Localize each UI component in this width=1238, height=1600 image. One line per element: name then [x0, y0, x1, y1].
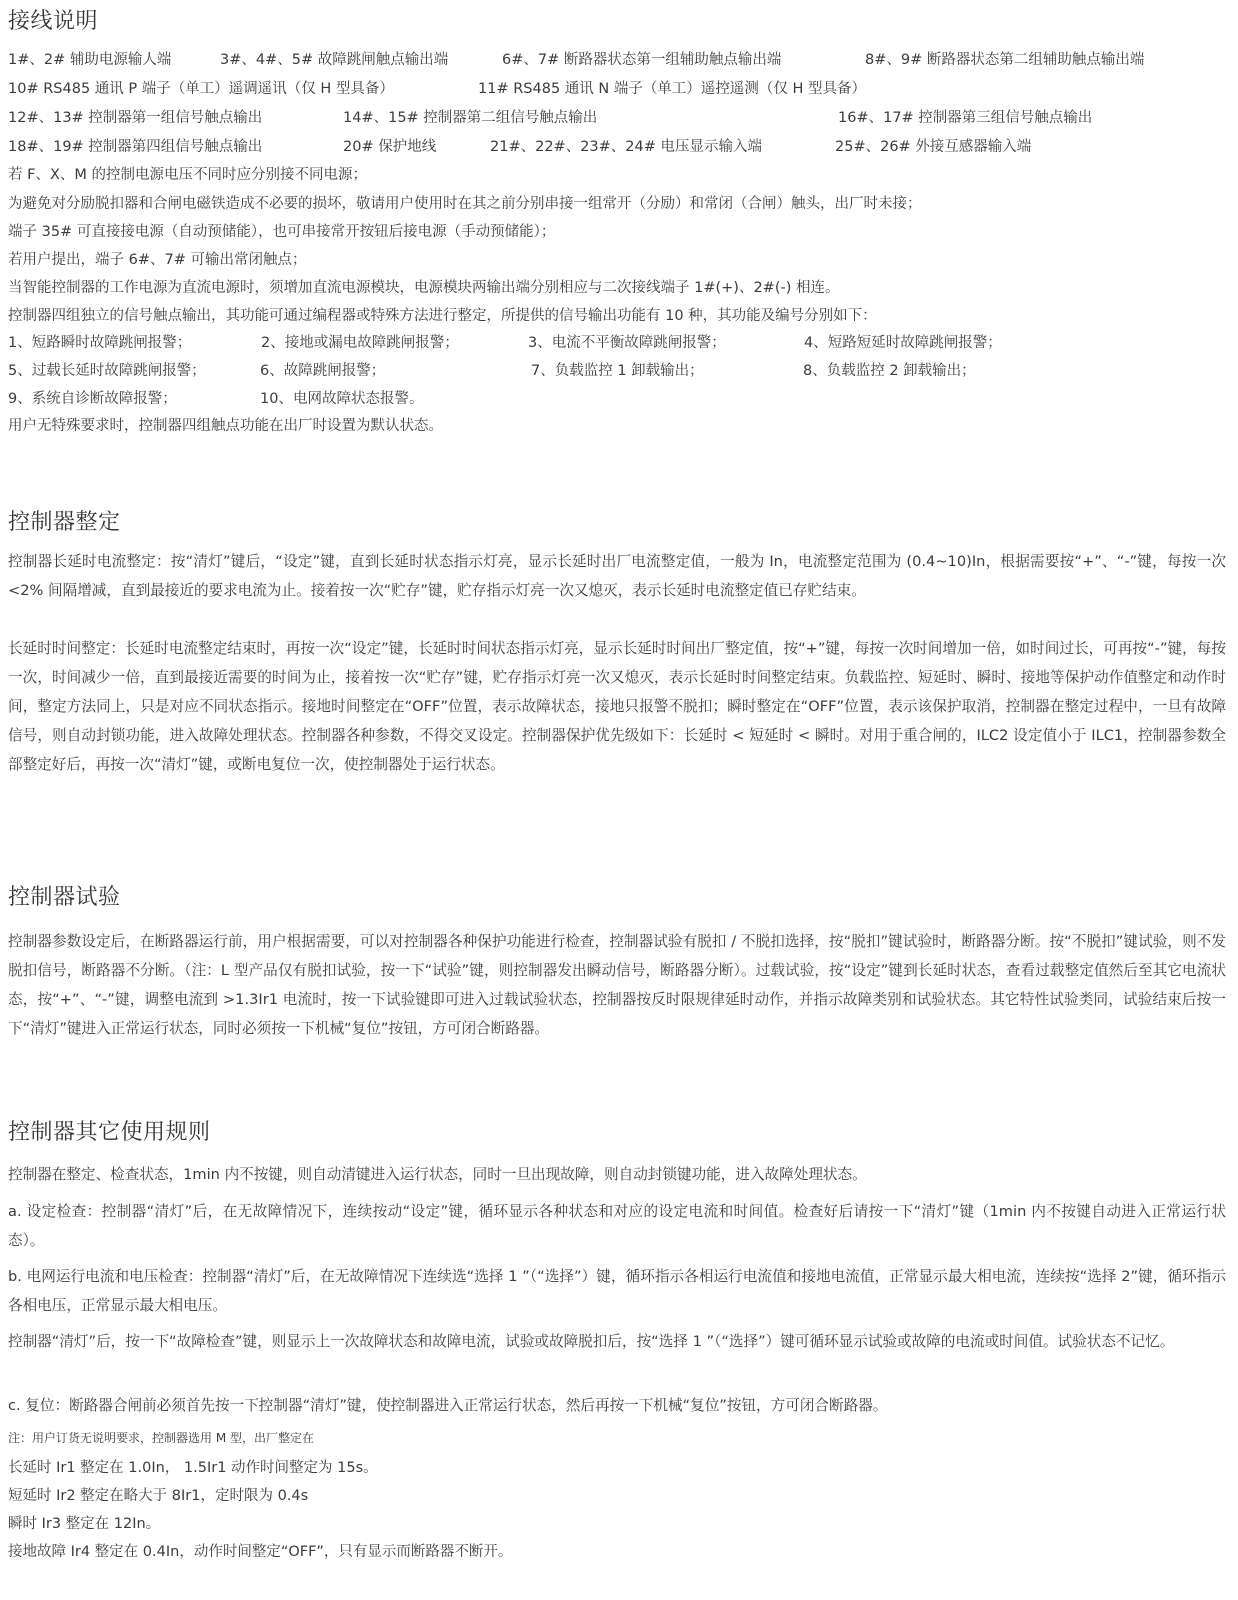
function-item: 3、电流不平衡故障跳闸报警； — [528, 335, 726, 351]
wiring-note: 若 F、X、M 的控制电源电压不同时应分别接不同电源； — [8, 167, 368, 183]
default-setting: 瞬时 Ir3 整定在 12In。 — [8, 1516, 161, 1532]
wiring-note: 控制器四组独立的信号触点输出，其功能可通过编程器或特殊方法进行整定，所提供的信号输出功能有 10 种，其功能及编号分别如下： — [8, 308, 877, 324]
function-item: 10、电网故障状态报警。 — [260, 391, 424, 407]
rules-paragraph: 控制器“清灯”后，按一下“故障检查”键，则显示上一次故障状态和故障电流，试验或故障脱扣后，按“选择 1 ”（“选择”）键可循环显示试验或故障的电流或时间值。试验状态不记忆。 — [8, 1333, 1175, 1350]
default-setting: 短延时 Ir2 整定在略大于 8Ir1，定时限为 0.4s — [8, 1488, 309, 1504]
rules-note: 注：用户订货无说明要求，控制器选用 M 型，出厂整定在 — [8, 1431, 314, 1445]
terminal-item: 12#、13# 控制器第一组信号触点输出 — [8, 110, 263, 126]
terminal-item: 3#、4#、5# 故障跳闸触点输出端 — [220, 52, 449, 68]
wiring-note: 当智能控制器的工作电源为直流电源时，须增加直流电源模块，电源模块两输出端分别相应与二次接线端子 1#(+)、2#(-) 相连。 — [8, 280, 840, 296]
rules-paragraph: b. 电网运行电流和电压检查：控制器“清灯”后，在无故障情况下连续选“选择 1 ”（“选择”）键，循环指示各相运行电流值和接地电流值，正常显示最大相电流，连续按“选择 2”键，循环指示各相电压，正常显示最大相电压。 — [8, 1268, 1226, 1314]
function-item: 6、故障跳闸报警； — [260, 363, 386, 379]
function-item: 5、过载长延时故障跳闸报警； — [8, 363, 206, 379]
rules-paragraph: c. 复位：断路器合闸前必须首先按一下控制器“清灯”键，使控制器进入正常运行状态，然后再按一下机械“复位”按钮，方可闭合断路器。 — [8, 1397, 888, 1414]
rules-paragraph: 控制器在整定、检查状态，1min 内不按键，则自动清键进入运行状态，同时一旦出现故障，则自动封锁键功能，进入故障处理状态。 — [8, 1166, 867, 1183]
section-title-rules: 控制器其它使用规则 — [8, 1120, 211, 1145]
setting-paragraph: 长延时时间整定：长延时电流整定结束时，再按一次“设定”键，长延时时间状态指示灯亮，显示长延时时间出厂整定值，按“+”键，每按一次时间增加一倍，如时间过长，可再按“-”键，每按一次，时间减少一倍，直到最接近需要的时间为止，接着按一次“贮存”键，贮存指示灯亮一次又熄灭，表示长延时时间整定结束。负载监控、短延时、瞬时、接地等保护动作值整定和动作时间，整定方法同上，只是对应不同状态指示。接地时间整定在“OFF”位置，表示故障状态，接地只报警不脱扣；瞬时整定在“OFF”位置，表示该保护取消，控制器在整定过程中，一旦有故障信号，则自动封锁功能，进入故障处理状态。控制器各种参数，不得交叉设定。控制器保护优先级如下：长延时 < 短延时 < 瞬时。对用于重合闸的，ILC2 设定值小于 ILC1，控制器参数全部整定好后，再按一次“清灯”键，或断电复位一次，使控制器处于运行状态。 — [8, 640, 1226, 773]
wiring-note: 为避免对分励脱扣器和合闸电磁铁造成不必要的损坏，敬请用户使用时在其之前分别串接一组常开（分励）和常闭（合闸）触头，出厂时未接； — [8, 196, 922, 212]
function-item: 7、负载监控 1 卸载输出； — [531, 363, 704, 379]
rules-paragraph: a. 设定检查：控制器“清灯”后，在无故障情况下，连续按动“设定”键，循环显示各种状态和对应的设定电流和时间值。检查好后请按一下“清灯”键（1min 内不按键自动进入正常运行状态）。 — [8, 1203, 1226, 1249]
function-item: 4、短路短延时故障跳闸报警； — [804, 335, 1002, 351]
default-setting: 长延时 Ir1 整定在 1.0In， 1.5Ir1 动作时间整定为 15s。 — [8, 1460, 378, 1476]
terminal-item: 8#、9# 断路器状态第二组辅助触点输出端 — [865, 52, 1145, 68]
function-item: 9、系统自诊断故障报警； — [8, 391, 177, 407]
test-paragraph: 控制器参数设定后，在断路器运行前，用户根据需要，可以对控制器各种保护功能进行检查，控制器试验有脱扣 / 不脱扣选择，按“脱扣”键试验时，断路器分断。按“不脱扣”键试验，则不发脱扣信号，断路器不分断。（注：L 型产品仅有脱扣试验，按一下“试验”键，则控制器发出瞬动信号，断路器分断）。过载试验，按“设定”键到长延时状态，查看过载整定值然后至其它电流状态，按“+”、“-”键，调整电流到 >1.3Ir1 电流时，按一下试验键即可进入过载试验状态，控制器按反时限规律延时动作，并指示故障类别和试验状态。其它特性试验类同，试验结束后按一下“清灯”键进入正常运行状态，同时必须按一下机械“复位”按钮，方可闭合断路器。 — [8, 933, 1226, 1037]
terminal-item: 1#、2# 辅助电源输人端 — [8, 52, 172, 68]
terminal-item: 16#、17# 控制器第三组信号触点输出 — [838, 110, 1093, 126]
terminal-item: 18#、19# 控制器第四组信号触点输出 — [8, 139, 263, 155]
terminal-item: 10# RS485 通讯 P 端子（单工）遥调遥讯（仅 H 型具备） — [8, 81, 394, 97]
function-item: 8、负载监控 2 卸载输出； — [803, 363, 976, 379]
wiring-note: 若用户提出，端子 6#、7# 可输出常闭触点； — [8, 252, 307, 268]
terminal-item: 11# RS485 通讯 N 端子（单工）遥控遥测（仅 H 型具备） — [478, 81, 866, 97]
function-item: 1、短路瞬时故障跳闸报警； — [8, 335, 192, 351]
terminal-item: 21#、22#、23#、24# 电压显示输入端 — [490, 139, 763, 155]
terminal-item: 6#、7# 断路器状态第一组辅助触点输出端 — [502, 52, 782, 68]
wiring-note: 端子 35# 可直接接电源（自动预储能），也可串接常开按钮后接电源（手动预储能）； — [8, 224, 556, 240]
section-title-wiring: 接线说明 — [8, 9, 99, 34]
terminal-item: 25#、26# 外接互感器输入端 — [835, 139, 1032, 155]
section-title-setting: 控制器整定 — [8, 510, 121, 535]
default-setting: 接地故障 Ir4 整定在 0.4In，动作时间整定“OFF”，只有显示而断路器不断开。 — [8, 1544, 513, 1560]
wiring-default-note: 用户无特殊要求时，控制器四组触点功能在出厂时设置为默认状态。 — [8, 418, 443, 434]
section-title-test: 控制器试验 — [8, 885, 121, 910]
terminal-item: 14#、15# 控制器第二组信号触点输出 — [343, 110, 598, 126]
terminal-item: 20# 保护地线 — [343, 139, 437, 155]
setting-paragraph: 控制器长延时电流整定：按“清灯”键后，“设定”键，直到长延时状态指示灯亮，显示长延时出厂电流整定值，一般为 In，电流整定范围为 (0.4~10)In，根据需要按“+”、“-”键，每按一次 <2% 间隔增减，直到最接近的要求电流为止。接着按一次“贮存”键，贮存指示灯亮一次又熄灭，表示长延时电流整定值已存贮结束。 — [8, 553, 1226, 599]
function-item: 2、接地或漏电故障跳闸报警； — [261, 335, 459, 351]
